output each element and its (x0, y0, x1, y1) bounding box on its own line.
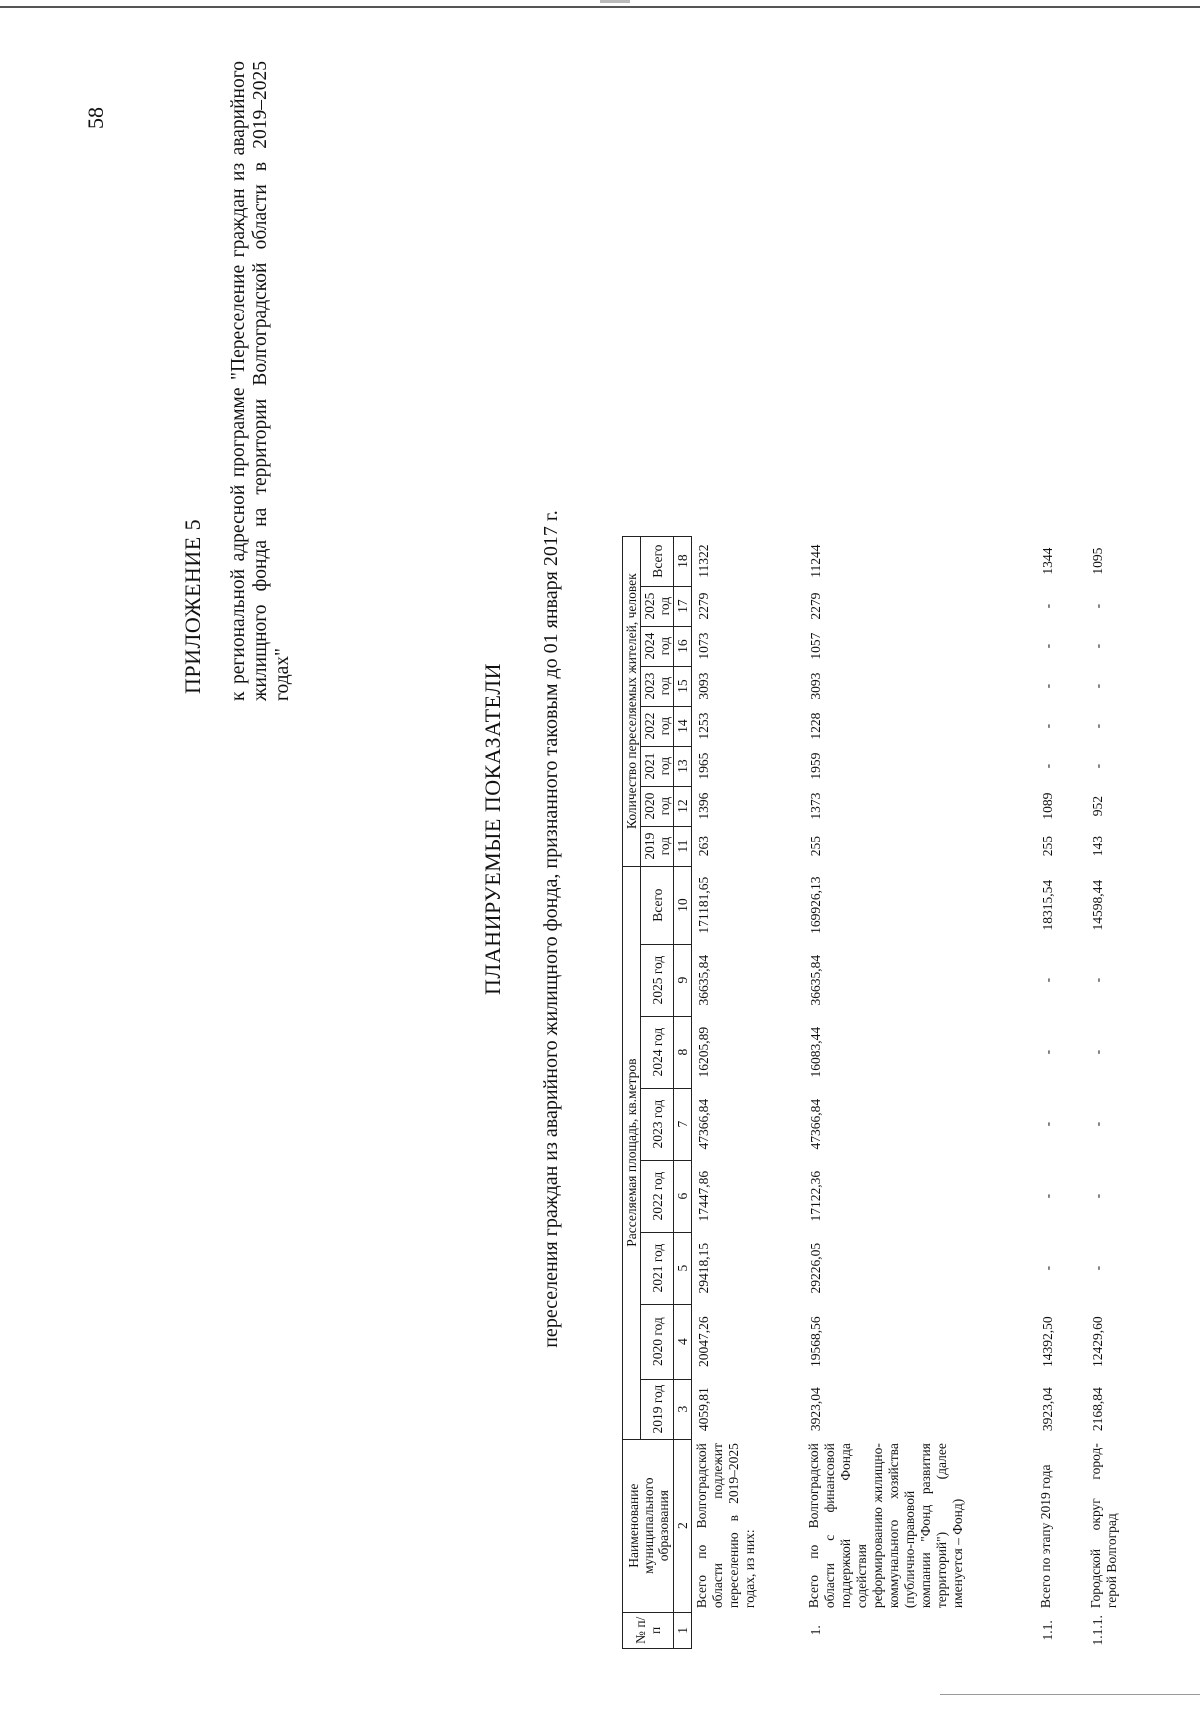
table-row (1086, 536, 1136, 1648)
indicators-table (622, 536, 1136, 1649)
people-cell: - (1039, 603, 1055, 609)
area-cell: 29418,15 (696, 1242, 711, 1294)
area-cell: - (1089, 1049, 1105, 1055)
people-cell: 2279 (807, 592, 823, 620)
people-cell: - (1089, 643, 1105, 649)
header-area-group: Расселяемая площадь, кв.метров (623, 866, 641, 1439)
area-cell: - (1089, 1121, 1105, 1127)
header-people-2025: 2025 год (641, 586, 674, 626)
area-cell: 18315,54 (1039, 879, 1055, 931)
header-name: Наименование муниципального образования (623, 1439, 674, 1612)
area-cell: 171181,65 (696, 876, 711, 934)
row-number: 1.1.1. (1089, 1615, 1105, 1646)
header-num: № п/п (623, 1612, 674, 1648)
people-cell: 3093 (807, 672, 823, 700)
row-number (692, 1612, 804, 1648)
appendix-title: ПРИЛОЖЕНИЕ 5 (180, 518, 205, 694)
area-cell: - (1039, 1049, 1055, 1055)
header-area-2020: 2020 год (641, 1304, 674, 1379)
people-cell: 2279 (696, 592, 711, 620)
page-number: 58 (83, 107, 108, 129)
column-number-cell: 9 (674, 944, 692, 1016)
people-cell: 3093 (696, 672, 711, 700)
header-area-2025: 2025 год (641, 944, 674, 1016)
people-cell: 263 (696, 836, 711, 857)
area-cell: - (1039, 1193, 1055, 1199)
header-people-2021: 2021 год (641, 746, 674, 786)
area-cell: 36635,84 (807, 954, 823, 1006)
people-cell: 1959 (807, 752, 823, 780)
column-number-cell: 16 (674, 626, 692, 666)
column-number-cell: 15 (674, 666, 692, 706)
area-cell: 16205,89 (696, 1026, 711, 1078)
header-people-2022: 2022 год (641, 706, 674, 746)
area-cell: 29226,05 (807, 1242, 823, 1294)
municipality-name: Городской округ город-герой Волгоград (1087, 1443, 1119, 1609)
people-cell: - (1089, 683, 1105, 689)
people-cell: 1095 (1089, 547, 1105, 575)
people-cell: 255 (807, 836, 823, 857)
people-cell: - (1089, 723, 1105, 729)
header-area-2023: 2023 год (641, 1088, 674, 1160)
municipality-name: Всего по Волгоградской области с финансовой поддержкой Фонда содействия реформированию жилищно-коммунального хозяйства (публично-правовой компании "Фонд развития территорий") (далее именуется – Фонд) (805, 1443, 965, 1609)
people-cell: 11244 (807, 544, 823, 578)
municipality-name: Всего по Волгоградской области подлежит переселению в 2019–2025 годах, из них: (694, 1443, 757, 1609)
table-row (804, 536, 1036, 1648)
area-cell: 17447,86 (696, 1170, 711, 1222)
people-cell: 952 (1089, 796, 1105, 817)
column-number-cell: 17 (674, 586, 692, 626)
municipality-name: Всего по этапу 2019 года (1037, 1464, 1053, 1609)
people-cell: - (1089, 603, 1105, 609)
subtitle: переселения граждан из аварийного жилищного фонда, признанного таковым до 01 января 2017 г. (540, 510, 562, 1348)
table-body (692, 536, 1136, 1648)
column-number-row (674, 536, 692, 1648)
table-row (1036, 536, 1086, 1648)
people-cell: - (1039, 683, 1055, 689)
area-cell: 3923,04 (1039, 1387, 1055, 1432)
column-number-cell: 8 (674, 1016, 692, 1088)
column-number-cell: 18 (674, 536, 692, 586)
area-cell: 17122,36 (807, 1170, 823, 1222)
main-title: ПЛАНИРУЕМЫЕ ПОКАЗАТЕЛИ (480, 662, 505, 996)
area-cell: 47366,84 (696, 1098, 711, 1150)
header-area-total: Всего (641, 866, 674, 944)
area-cell: 169926,13 (807, 876, 823, 934)
people-cell: 255 (1039, 836, 1055, 857)
area-cell: 12429,60 (1089, 1316, 1105, 1367)
area-cell: 16083,44 (807, 1026, 823, 1078)
column-number-cell: 11 (674, 826, 692, 866)
header-people-2024: 2024 год (641, 626, 674, 666)
column-number-cell: 13 (674, 746, 692, 786)
people-cell: 1396 (696, 792, 711, 820)
column-number-cell: 4 (674, 1304, 692, 1379)
area-cell: - (1039, 977, 1055, 983)
people-cell: - (1089, 763, 1105, 769)
header-people-group: Количество переселяемых жителей, человек (623, 536, 641, 866)
area-cell: - (1039, 1121, 1055, 1127)
table-row (692, 536, 804, 1648)
area-cell: 2168,84 (1089, 1387, 1105, 1432)
area-cell: - (1089, 1193, 1105, 1199)
column-number-cell: 12 (674, 786, 692, 826)
area-cell: 19568,56 (807, 1316, 823, 1367)
people-cell: - (1039, 763, 1055, 769)
area-cell: 36635,84 (696, 954, 711, 1006)
header-area-2019: 2019 год (641, 1379, 674, 1439)
column-number-cell: 6 (674, 1160, 692, 1232)
people-cell: 1344 (1039, 547, 1055, 575)
area-cell: 4059,81 (696, 1387, 711, 1432)
header-people-2020: 2020 год (641, 786, 674, 826)
header-people-2023: 2023 год (641, 666, 674, 706)
header-area-2022: 2022 год (641, 1160, 674, 1232)
appendix-program-text: к региональной адресной программе "Переселение граждан из аварийного жилищного фонда на территории Волгоградской области в 2019–2025 годах" (228, 61, 293, 701)
header-area-2021: 2021 год (641, 1232, 674, 1304)
column-number-cell: 1 (674, 1612, 692, 1648)
column-number-cell: 2 (674, 1439, 692, 1612)
column-number-cell: 7 (674, 1088, 692, 1160)
column-number-cell: 5 (674, 1232, 692, 1304)
people-cell: - (1039, 643, 1055, 649)
header-people-total: Всего (641, 536, 674, 586)
people-cell: 1089 (1039, 792, 1055, 820)
header-area-2024: 2024 год (641, 1016, 674, 1088)
area-cell: - (1089, 977, 1105, 983)
area-cell: 14392,50 (1039, 1316, 1055, 1367)
area-cell: 3923,04 (807, 1387, 823, 1432)
people-cell: 1228 (807, 712, 823, 740)
area-cell: 47366,84 (807, 1098, 823, 1150)
column-number-cell: 10 (674, 866, 692, 944)
people-cell: 143 (1089, 836, 1105, 857)
people-cell: 1057 (807, 632, 823, 660)
people-cell: 1373 (807, 792, 823, 820)
area-cell: 20047,26 (696, 1316, 711, 1367)
area-cell: - (1089, 1265, 1105, 1271)
people-cell: - (1039, 723, 1055, 729)
column-number-cell: 14 (674, 706, 692, 746)
people-cell: 1965 (696, 752, 711, 780)
column-number-cell: 3 (674, 1379, 692, 1439)
people-cell: 1253 (696, 712, 711, 740)
row-number: 1. (807, 1625, 823, 1636)
header-people-2019: 2019 год (641, 826, 674, 866)
area-cell: 14598,44 (1089, 879, 1105, 931)
row-number: 1.1. (1039, 1620, 1055, 1641)
area-cell: - (1039, 1265, 1055, 1271)
people-cell: 11322 (696, 544, 711, 578)
people-cell: 1073 (696, 632, 711, 660)
